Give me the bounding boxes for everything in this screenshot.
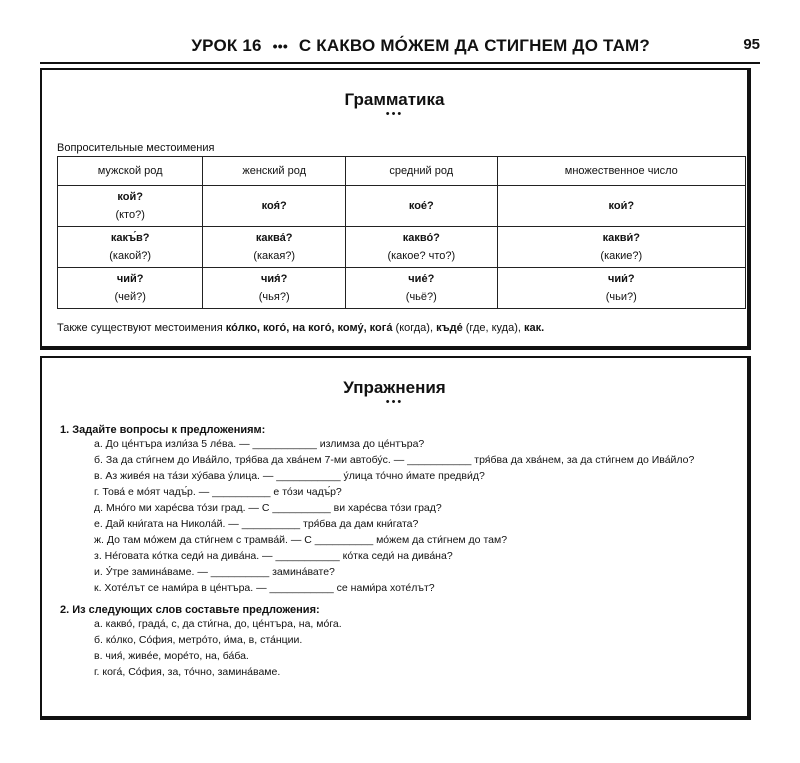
pronoun-word: чие́? <box>408 273 435 285</box>
note-text-1: (когда), <box>392 322 437 334</box>
header-rule <box>40 62 760 64</box>
table-cell <box>58 227 203 268</box>
table-cell <box>58 268 203 309</box>
table-cell <box>346 227 498 268</box>
table-cell <box>497 186 745 227</box>
table-cell <box>203 186 346 227</box>
list-item: з. Не́говата ко́тка седи́ на дива́на. — ___________ ко́тка седи́ на дива́на? <box>94 550 453 562</box>
table-header-row <box>58 157 746 186</box>
table-cell <box>58 186 203 227</box>
lesson-title: С КАКВО МО́ЖЕМ ДА СТИГНЕМ ДО ТАМ? <box>298 36 650 55</box>
list-item: б. ко́лко, Со́фия, метро́то, и́ма, в, ста́нции. <box>94 634 303 646</box>
exercise-2-heading: 2. Из следующих слов составьте предложения: <box>60 604 320 616</box>
pronoun-translation: (чьи?) <box>605 291 637 303</box>
grammar-note <box>57 322 544 334</box>
exercise-1-heading: 1. Задайте вопросы к предложениям: <box>60 424 266 436</box>
note-words-3: как. <box>523 322 545 334</box>
pronoun-word: чия́? <box>261 273 288 285</box>
list-item: и. У́тре замина́ваме. — __________ замина́вате? <box>94 566 335 578</box>
pronoun-translation: (какой?) <box>109 250 152 262</box>
exercise-1-list <box>42 436 747 596</box>
list-item: а. До це́нтъра изли́за 5 ле́ва. — ___________ излимза до це́нтъра? <box>94 438 425 450</box>
list-item: б. За да сти́гнем до Ива́йло, тря́бва да хва́нем 7-ми автобу́с. — ___________ тря́бва да хва́нем, за да сти́гнем до Ива́йло? <box>94 454 695 466</box>
exercise-2 <box>42 604 747 680</box>
pronoun-word: какво́? <box>402 232 440 244</box>
table-cell <box>203 268 346 309</box>
grammar-title-dots: ••• <box>385 108 404 120</box>
page-number: 95 <box>743 36 760 53</box>
table-cell <box>346 186 498 227</box>
table-row <box>58 268 746 309</box>
pronoun-translation: (какая?) <box>253 250 296 262</box>
column-header: женский род <box>203 157 346 186</box>
pronoun-word: кои́? <box>608 200 635 212</box>
list-item: а. какво́, града́, с, да сти́гна, до, це́нтъра, на, мо́га. <box>94 618 342 630</box>
list-item: д. Мно́го ми харе́сва то́зи град. — С __________ ви харе́сва то́зи град? <box>94 502 442 514</box>
grammar-title: Грамматика <box>344 90 445 109</box>
pronoun-translation: (чьё?) <box>405 291 437 303</box>
pronouns-table <box>57 156 746 309</box>
note-words-1: ко́лко, кого́, на кого́, кому́, кога́ <box>225 322 393 334</box>
pronoun-translation: (какое? что?) <box>387 250 456 262</box>
note-words-2: къде́ <box>436 322 463 334</box>
pronoun-translation: (какие?) <box>600 250 643 262</box>
table-cell <box>203 227 346 268</box>
pronoun-word: коя́? <box>261 200 287 212</box>
pronoun-word: какви́? <box>602 232 640 244</box>
table-caption: Вопросительные местоимения <box>57 142 215 154</box>
list-item: е. Дай кни́гата на Никола́й. — __________ тря́бва да дам кни́гата? <box>94 518 419 530</box>
pronoun-word: чий? <box>116 273 144 285</box>
exercise-2-list <box>42 616 747 680</box>
note-prefix: Также существуют местоимения <box>57 322 226 334</box>
pronoun-word: какъ́в? <box>110 232 150 244</box>
lesson-header-title <box>191 36 650 56</box>
list-item: ж. До там мо́жем да сти́гнем с трамва́й. — С __________ мо́жем да сти́гнем до там? <box>94 534 508 546</box>
list-item: к. Хоте́лът се нами́ра в це́нтъра. — ___________ се нами́ра хоте́лът? <box>94 582 435 594</box>
header-dots: ••• <box>272 38 288 54</box>
column-header: мужской род <box>58 157 203 186</box>
table-cell <box>497 268 745 309</box>
exercises-box <box>40 356 751 720</box>
column-header: средний род <box>346 157 498 186</box>
list-item: г. кога́, Со́фия, за, то́чно, замина́ваме. <box>94 666 281 678</box>
pronoun-word: каква́? <box>255 232 293 244</box>
page-header <box>40 30 760 62</box>
pronoun-word: кое́? <box>408 200 434 212</box>
list-item: в. Аз живе́я на та́зи ху́бава у́лица. — ___________ у́лица то́чно и́мате предви́д? <box>94 470 485 482</box>
grammar-box <box>40 68 751 350</box>
pronoun-translation: (чей?) <box>114 291 146 303</box>
list-item: г. Това́ е мо́ят чадъ́р. — __________ е то́зи чадъ́р? <box>94 486 342 498</box>
table-cell <box>346 268 498 309</box>
pronoun-translation: (чья?) <box>258 291 290 303</box>
column-header: множественное число <box>497 157 745 186</box>
pronoun-translation: (кто?) <box>115 209 145 221</box>
list-item: в. чия́, живе́е, море́то, на, ба́ба. <box>94 650 249 662</box>
note-text-2: (где, куда), <box>462 322 524 334</box>
pronoun-word: чии́? <box>607 273 635 285</box>
table-row <box>58 227 746 268</box>
table-cell <box>497 227 745 268</box>
exercises-title-dots: ••• <box>385 396 404 408</box>
lesson-number: УРОК 16 <box>191 36 262 55</box>
table-row <box>58 186 746 227</box>
exercises-title: Упражнения <box>343 378 446 397</box>
exercise-1 <box>42 424 747 596</box>
pronoun-word: кой? <box>117 191 143 203</box>
